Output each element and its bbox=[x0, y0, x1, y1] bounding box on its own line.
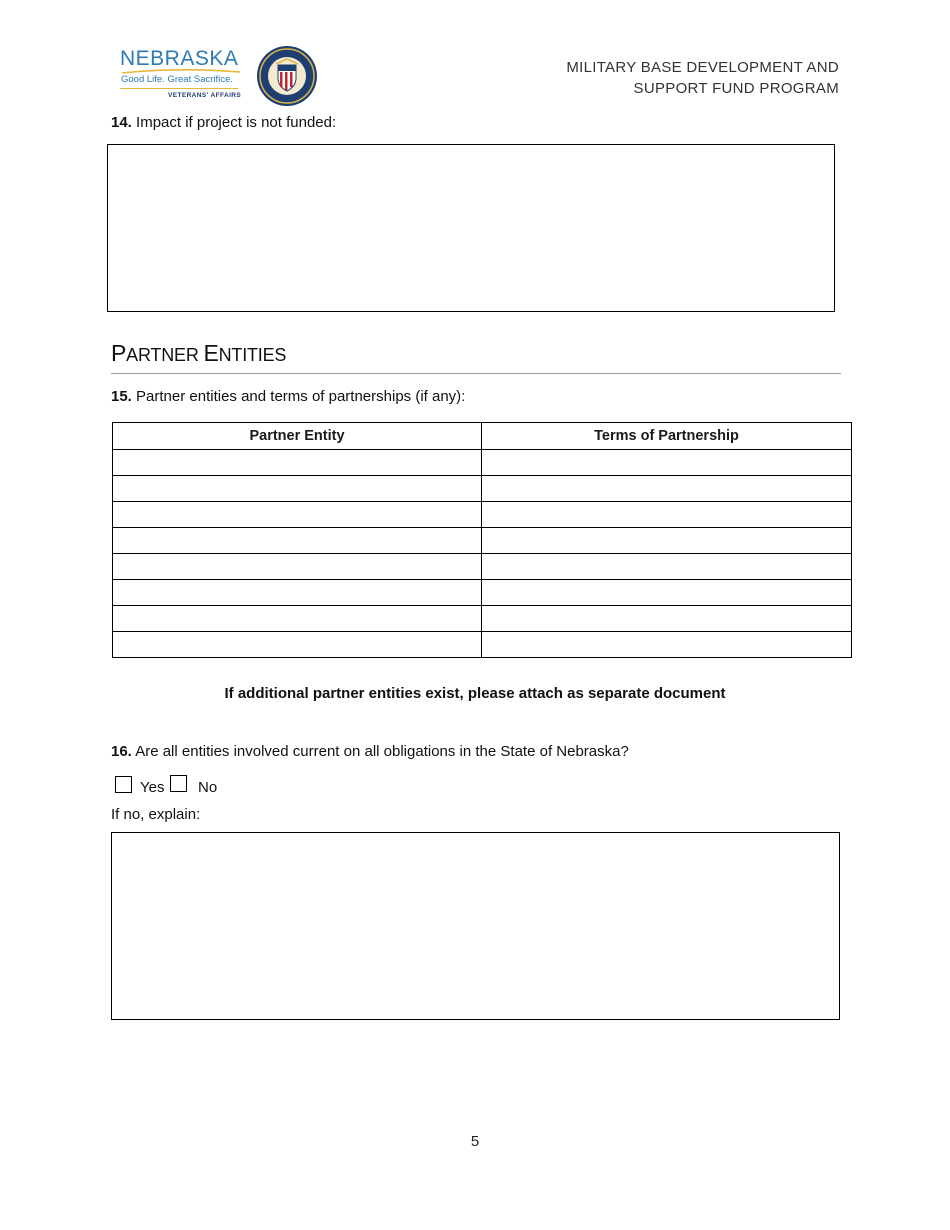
program-title-line2: SUPPORT FUND PROGRAM bbox=[633, 80, 839, 97]
table-row bbox=[113, 450, 852, 476]
logo-wordmark: NEBRASKA bbox=[120, 47, 239, 70]
logo-department: VETERANS' AFFAIRS bbox=[168, 92, 242, 99]
table-row bbox=[113, 632, 852, 658]
no-label: No bbox=[198, 779, 218, 796]
table-header-row bbox=[113, 423, 852, 450]
nebraska-veterans-seal-icon bbox=[256, 45, 318, 107]
partner-entity-cell[interactable] bbox=[113, 450, 482, 476]
terms-of-partnership-cell[interactable] bbox=[482, 554, 852, 580]
terms-of-partnership-cell[interactable] bbox=[482, 632, 852, 658]
program-title bbox=[566, 57, 839, 99]
partner-entity-cell[interactable] bbox=[113, 502, 482, 528]
yes-label: Yes bbox=[140, 779, 165, 796]
if-no-explain-label: If no, explain: bbox=[111, 806, 201, 823]
terms-of-partnership-cell[interactable] bbox=[482, 450, 852, 476]
question-16-text: Are all entities involved current on all obligations in the State of Nebraska? bbox=[131, 743, 629, 760]
table-row bbox=[113, 580, 852, 606]
logo-tagline: Good Life. Great Sacrifice. bbox=[121, 74, 233, 85]
partner-entity-cell[interactable] bbox=[113, 554, 482, 580]
table-row bbox=[113, 528, 852, 554]
terms-of-partnership-cell[interactable] bbox=[482, 580, 852, 606]
page-number: 5 bbox=[470, 1133, 480, 1150]
no-checkbox[interactable] bbox=[170, 775, 187, 792]
nebraska-veterans-logo bbox=[120, 45, 245, 105]
table-row bbox=[113, 502, 852, 528]
question-15-number: 15. bbox=[111, 388, 132, 405]
program-title-line1: MILITARY BASE DEVELOPMENT AND bbox=[566, 59, 839, 76]
additional-partners-note: If additional partner entities exist, please attach as separate document bbox=[224, 685, 726, 702]
logo-divider-icon bbox=[120, 87, 238, 90]
impact-if-not-funded-field[interactable] bbox=[107, 144, 835, 312]
question-14-number: 14. bbox=[111, 114, 132, 131]
table-row bbox=[113, 554, 852, 580]
partner-entity-cell[interactable] bbox=[113, 606, 482, 632]
partner-entity-cell[interactable] bbox=[113, 476, 482, 502]
terms-of-partnership-cell[interactable] bbox=[482, 528, 852, 554]
partner-entities-heading: PARTNER ENTITIES bbox=[111, 340, 841, 374]
table-row bbox=[113, 606, 852, 632]
partner-entity-cell[interactable] bbox=[113, 580, 482, 606]
table-row bbox=[113, 476, 852, 502]
question-16-label bbox=[111, 743, 629, 760]
terms-of-partnership-header: Terms of Partnership bbox=[482, 423, 852, 450]
terms-of-partnership-cell[interactable] bbox=[482, 606, 852, 632]
terms-of-partnership-cell[interactable] bbox=[482, 502, 852, 528]
yes-checkbox[interactable] bbox=[115, 776, 132, 793]
explanation-field[interactable] bbox=[111, 832, 840, 1020]
question-16-number: 16. bbox=[111, 743, 132, 760]
question-15-text: Partner entities and terms of partnerships (if any): bbox=[131, 388, 466, 405]
question-14-text: Impact if project is not funded: bbox=[131, 114, 337, 131]
partner-entity-cell[interactable] bbox=[113, 528, 482, 554]
partner-entities-table bbox=[112, 422, 852, 658]
terms-of-partnership-cell[interactable] bbox=[482, 476, 852, 502]
partner-entity-header: Partner Entity bbox=[113, 423, 482, 450]
partner-entity-cell[interactable] bbox=[113, 632, 482, 658]
question-15-label bbox=[111, 388, 465, 405]
question-14-label bbox=[111, 114, 336, 131]
